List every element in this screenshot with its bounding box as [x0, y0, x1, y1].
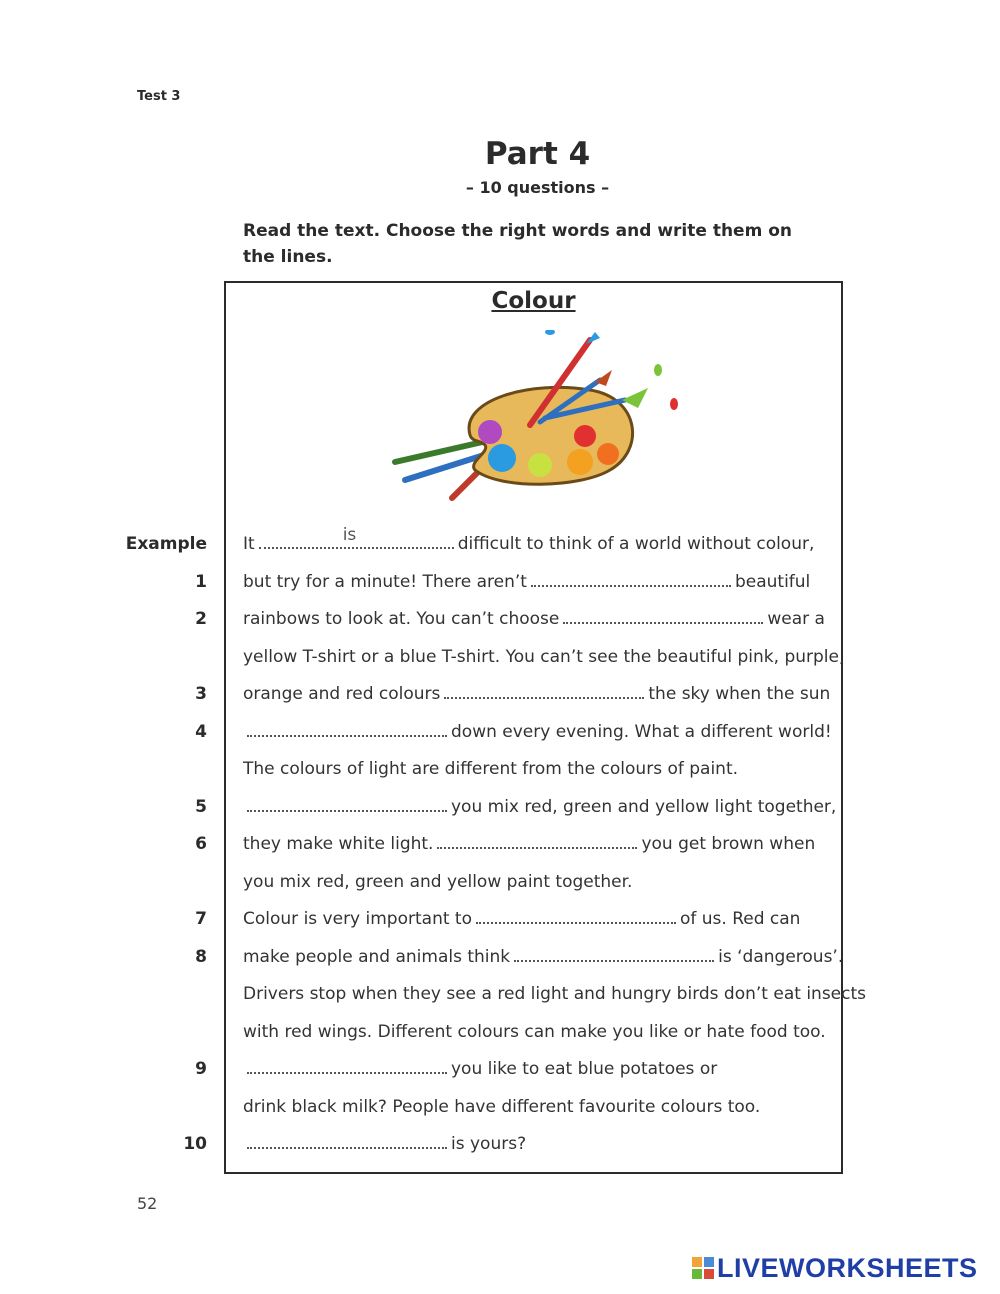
text-line [243, 567, 833, 597]
text-segment: you mix red, green and yellow paint together. [243, 872, 633, 892]
example-answer: is [342, 525, 357, 545]
liveworksheets-logo-icon [692, 1257, 714, 1279]
question-number: 6 [195, 834, 207, 854]
part-subtitle: – 10 questions – [465, 178, 610, 197]
question-number [0, 642, 207, 672]
liveworksheets-logo-text: LIVEWORKSHEETS [717, 1253, 978, 1283]
text-line [243, 525, 833, 559]
text-title: Colour [491, 288, 576, 314]
answer-blank[interactable] [476, 921, 676, 924]
question-number: 4 [195, 722, 207, 742]
text-line [243, 1054, 833, 1084]
question-number: Example [125, 534, 207, 554]
text-line [243, 942, 844, 972]
answer-blank[interactable] [531, 584, 731, 587]
text-segment: wear a [767, 609, 825, 629]
text-segment: yellow T-shirt or a blue T-shirt. You can’t see the beautiful pink, purple, [243, 647, 845, 667]
answer-blank[interactable] [444, 696, 644, 699]
text-line [243, 1017, 833, 1047]
answer-blank[interactable] [563, 621, 763, 624]
text-segment: they make white light. [243, 834, 434, 854]
text-line [243, 642, 845, 672]
text-segment: down every evening. What a different world! [451, 722, 832, 742]
answer-blank[interactable] [247, 1146, 447, 1149]
question-number [0, 979, 207, 1009]
text-line [243, 679, 833, 709]
text-segment: but try for a minute! There aren’t [243, 572, 527, 592]
question-number [0, 1017, 207, 1047]
question-number [0, 754, 207, 784]
text-line [243, 754, 833, 784]
question-number: 10 [183, 1134, 207, 1154]
question-number: 9 [195, 1059, 207, 1079]
text-segment: you get brown when [641, 834, 816, 854]
question-number: 3 [195, 684, 207, 704]
text-segment: is ‘dangerous’. [718, 947, 844, 967]
question-number: 7 [195, 909, 207, 929]
text-line [243, 979, 866, 1009]
text-line [243, 904, 833, 934]
text-line [243, 1092, 833, 1122]
text-segment: difficult to think of a world without colour, [457, 534, 815, 554]
question-number: 8 [195, 947, 207, 967]
text-segment: rainbows to look at. You can’t choose [243, 609, 560, 629]
text-line [243, 717, 833, 747]
text-segment: is yours? [451, 1134, 527, 1154]
liveworksheets-logo [692, 1253, 978, 1284]
text-segment: The colours of light are different from the colours of paint. [243, 759, 739, 779]
text-segment: of us. Red can [679, 909, 801, 929]
instructions: Read the text. Choose the right words and write them on the lines. [243, 221, 792, 267]
answer-blank[interactable] [247, 734, 447, 737]
text-segment: Drivers stop when they see a red light and hungry birds don’t eat insects [243, 984, 866, 1004]
text-line [243, 604, 833, 634]
paint-palette-icon [390, 330, 690, 510]
question-number [0, 867, 207, 897]
test-label: Test 3 [137, 89, 181, 104]
text-line [243, 867, 833, 897]
answer-blank[interactable] [437, 846, 637, 849]
text-segment: you mix red, green and yellow light together, [451, 797, 837, 817]
question-number [0, 1092, 207, 1122]
example-answer-line [259, 525, 454, 549]
text-line [243, 1129, 833, 1159]
text-segment: drink black milk? People have different favourite colours too. [243, 1097, 761, 1117]
answer-blank[interactable] [514, 959, 714, 962]
text-segment: make people and animals think [243, 947, 511, 967]
text-segment: with red wings. Different colours can make you like or hate food too. [243, 1022, 826, 1042]
text-segment: Colour is very important to [243, 909, 472, 929]
text-line [243, 829, 833, 859]
part-title: Part 4 [484, 136, 591, 172]
text-segment: you like to eat blue potatoes or [451, 1059, 718, 1079]
text-segment: orange and red colours [243, 684, 441, 704]
text-line [243, 792, 837, 822]
answer-blank[interactable] [247, 1071, 447, 1074]
text-segment: It [243, 534, 255, 554]
text-segment: beautiful [734, 572, 811, 592]
page-number: 52 [137, 1194, 158, 1213]
question-number: 1 [195, 572, 207, 592]
text-segment: the sky when the sun [648, 684, 831, 704]
question-number: 2 [195, 609, 207, 629]
answer-blank[interactable] [247, 809, 447, 812]
question-number: 5 [195, 797, 207, 817]
